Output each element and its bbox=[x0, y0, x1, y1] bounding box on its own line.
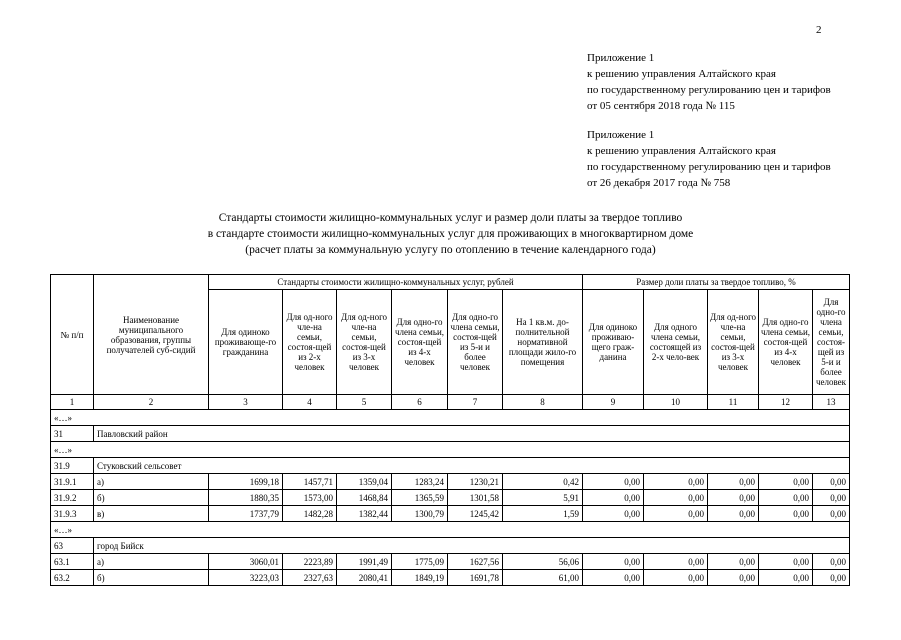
table-cell-value: 1230,21 bbox=[448, 474, 503, 490]
row-code: 63 bbox=[51, 538, 94, 554]
omitted-rows-marker: «…» bbox=[51, 442, 850, 458]
row-code: 31.9.1 bbox=[51, 474, 94, 490]
table-row bbox=[51, 570, 850, 586]
column-number: 8 bbox=[503, 395, 583, 410]
table-cell-value: 61,00 bbox=[503, 570, 583, 586]
table-row bbox=[51, 474, 850, 490]
section-name: Стуковский сельсовет bbox=[94, 458, 850, 474]
annex-line: к решению управления Алтайского края bbox=[587, 68, 776, 80]
document-title bbox=[0, 210, 901, 258]
table-cell-value: 1245,42 bbox=[448, 506, 503, 522]
table-cell-value: 0,00 bbox=[813, 490, 850, 506]
recipient-group: в) bbox=[94, 506, 209, 522]
table-cell-value: 1691,78 bbox=[448, 570, 503, 586]
annex-line: Приложение 1 bbox=[587, 52, 655, 64]
table-cell-value: 1300,79 bbox=[392, 506, 448, 522]
title-line: в стандарте стоимости жилищно-коммунальных услуг для проживающих в многоквартирном доме bbox=[207, 228, 694, 240]
table-cell-value: 1468,84 bbox=[337, 490, 392, 506]
column-number: 9 bbox=[583, 395, 644, 410]
annex-current-decision bbox=[587, 50, 831, 114]
table-cell-value: 0,00 bbox=[759, 554, 813, 570]
table-cell-value: 1482,28 bbox=[283, 506, 337, 522]
table-cell-value: 1301,58 bbox=[448, 490, 503, 506]
column-number: 3 bbox=[209, 395, 283, 410]
table-cell-value: 1880,35 bbox=[209, 490, 283, 506]
column-number: 1 bbox=[51, 395, 94, 410]
table-cell-value: 56,06 bbox=[503, 554, 583, 570]
column-number: 2 bbox=[94, 395, 209, 410]
table-row-ellipsis bbox=[51, 442, 850, 458]
table-cell-value: 0,00 bbox=[759, 570, 813, 586]
row-code: 31 bbox=[51, 426, 94, 442]
row-code: 63.2 bbox=[51, 570, 94, 586]
column-number: 13 bbox=[813, 395, 850, 410]
annex-line: к решению управления Алтайского края bbox=[587, 145, 776, 157]
header-standards-single: Для одиноко проживающе-го гражданина bbox=[209, 290, 283, 395]
annex-line: Приложение 1 bbox=[587, 129, 655, 141]
recipient-group: б) bbox=[94, 570, 209, 586]
section-name: город Бийск bbox=[94, 538, 850, 554]
table-cell-value: 1849,19 bbox=[392, 570, 448, 586]
table-cell-value: 0,00 bbox=[708, 490, 759, 506]
table-cell-value: 0,00 bbox=[644, 490, 708, 506]
omitted-rows-marker: «…» bbox=[51, 410, 850, 426]
table-cell-value: 2080,41 bbox=[337, 570, 392, 586]
table-cell-value: 0,00 bbox=[708, 570, 759, 586]
table-cell-value: 0,00 bbox=[583, 490, 644, 506]
table-row-section bbox=[51, 458, 850, 474]
table-cell-value: 0,00 bbox=[644, 474, 708, 490]
annex-previous-decision bbox=[587, 127, 831, 191]
table-cell-value: 0,42 bbox=[503, 474, 583, 490]
table-cell-value: 1365,59 bbox=[392, 490, 448, 506]
column-number-row bbox=[51, 395, 850, 410]
table-cell-value: 0,00 bbox=[759, 506, 813, 522]
header-fuel-family-3: Для од-ного чле-на семьи, состоя-щей из 3-х человек bbox=[708, 290, 759, 395]
column-number: 5 bbox=[337, 395, 392, 410]
header-group-standards: Стандарты стоимости жилищно-коммунальных услуг, рублей bbox=[209, 275, 583, 290]
table-cell-value: 0,00 bbox=[644, 554, 708, 570]
table-cell-value: 1737,79 bbox=[209, 506, 283, 522]
annex-line: по государственному регулированию цен и тарифов bbox=[587, 161, 831, 173]
header-group-fuel-share: Размер доли платы за твердое топливо, % bbox=[583, 275, 850, 290]
table-cell-value: 0,00 bbox=[644, 506, 708, 522]
table-cell-value: 0,00 bbox=[583, 506, 644, 522]
header-fuel-family-5: Для одно-го члена семьи, состоя-щей из 5-и и более человек bbox=[813, 290, 850, 395]
table-cell-value: 3223,03 bbox=[209, 570, 283, 586]
table-cell-value: 3060,01 bbox=[209, 554, 283, 570]
column-number: 6 bbox=[392, 395, 448, 410]
header-standards-family-2: Для од-ного чле-на семьи, состоя-щей из 2-х человек bbox=[283, 290, 337, 395]
table-row-ellipsis bbox=[51, 522, 850, 538]
header-standards-family-4: Для одно-го члена семьи, состоя-щей из 4-х человек bbox=[392, 290, 448, 395]
table-cell-value: 1627,56 bbox=[448, 554, 503, 570]
table-cell-value: 1699,18 bbox=[209, 474, 283, 490]
table-cell-value: 1457,71 bbox=[283, 474, 337, 490]
annex-line: по государственному регулированию цен и тарифов bbox=[587, 84, 831, 96]
recipient-group: б) bbox=[94, 490, 209, 506]
table-cell-value: 0,00 bbox=[708, 474, 759, 490]
table-cell-value: 0,00 bbox=[644, 570, 708, 586]
header-municipality-name: Наименование муниципального образования, группы получателей суб-сидий bbox=[94, 275, 209, 395]
row-code: 31.9.3 bbox=[51, 506, 94, 522]
table-cell-value: 2223,89 bbox=[283, 554, 337, 570]
table-cell-value: 0,00 bbox=[708, 506, 759, 522]
table-row-ellipsis bbox=[51, 410, 850, 426]
section-name: Павловский район bbox=[94, 426, 850, 442]
header-row-number: № п/п bbox=[51, 275, 94, 395]
omitted-rows-marker: «…» bbox=[51, 522, 850, 538]
table-cell-value: 0,00 bbox=[813, 554, 850, 570]
table-row-section bbox=[51, 538, 850, 554]
annex-line: от 26 декабря 2017 года № 758 bbox=[587, 177, 731, 189]
header-standards-family-5: Для одно-го члена семьи, состоя-щей из 5-и и более человек bbox=[448, 290, 503, 395]
header-standards-extra-area: На 1 кв.м. до-полнительной нормативной площади жило-го помещения bbox=[503, 290, 583, 395]
row-code: 63.1 bbox=[51, 554, 94, 570]
page-number: 2 bbox=[816, 24, 822, 36]
table-cell-value: 0,00 bbox=[759, 474, 813, 490]
row-code: 31.9.2 bbox=[51, 490, 94, 506]
table-row bbox=[51, 490, 850, 506]
title-line: Стандарты стоимости жилищно-коммунальных услуг и размер доли платы за твердое топливо bbox=[218, 212, 683, 224]
table-cell-value: 1775,09 bbox=[392, 554, 448, 570]
recipient-group: а) bbox=[94, 554, 209, 570]
table-cell-value: 1991,49 bbox=[337, 554, 392, 570]
table-cell-value: 0,00 bbox=[813, 474, 850, 490]
table-cell-value: 0,00 bbox=[708, 554, 759, 570]
standards-table bbox=[50, 274, 850, 586]
recipient-group: а) bbox=[94, 474, 209, 490]
table-row-section bbox=[51, 426, 850, 442]
table-cell-value: 0,00 bbox=[583, 554, 644, 570]
table-cell-value: 0,00 bbox=[813, 570, 850, 586]
table-cell-value: 0,00 bbox=[583, 474, 644, 490]
table-cell-value: 2327,63 bbox=[283, 570, 337, 586]
table-group-header bbox=[51, 275, 850, 290]
table-cell-value: 5,91 bbox=[503, 490, 583, 506]
table-cell-value: 1283,24 bbox=[392, 474, 448, 490]
table-cell-value: 0,00 bbox=[759, 490, 813, 506]
table-row bbox=[51, 554, 850, 570]
header-standards-family-3: Для од-ного чле-на семьи, состоя-щей из 3-х человек bbox=[337, 290, 392, 395]
column-number: 11 bbox=[708, 395, 759, 410]
column-number: 10 bbox=[644, 395, 708, 410]
header-fuel-single: Для одиноко проживаю-щего граж-данина bbox=[583, 290, 644, 395]
table-cell-value: 1,59 bbox=[503, 506, 583, 522]
column-number: 4 bbox=[283, 395, 337, 410]
row-code: 31.9 bbox=[51, 458, 94, 474]
table-cell-value: 1573,00 bbox=[283, 490, 337, 506]
title-line: (расчет платы за коммунальную услугу по отоплению в течение календарного года) bbox=[245, 244, 656, 256]
table-body bbox=[51, 410, 850, 586]
table-cell-value: 0,00 bbox=[583, 570, 644, 586]
table-cell-value: 1359,04 bbox=[337, 474, 392, 490]
column-number: 12 bbox=[759, 395, 813, 410]
header-fuel-family-4: Для одно-го члена семьи, состоя-щей из 4-х человек bbox=[759, 290, 813, 395]
table-cell-value: 0,00 bbox=[813, 506, 850, 522]
table-row bbox=[51, 506, 850, 522]
annex-line: от 05 сентября 2018 года № 115 bbox=[587, 100, 735, 112]
column-number: 7 bbox=[448, 395, 503, 410]
table-cell-value: 1382,44 bbox=[337, 506, 392, 522]
header-fuel-family-2: Для одного члена семьи, состоящей из 2-х чело-век bbox=[644, 290, 708, 395]
